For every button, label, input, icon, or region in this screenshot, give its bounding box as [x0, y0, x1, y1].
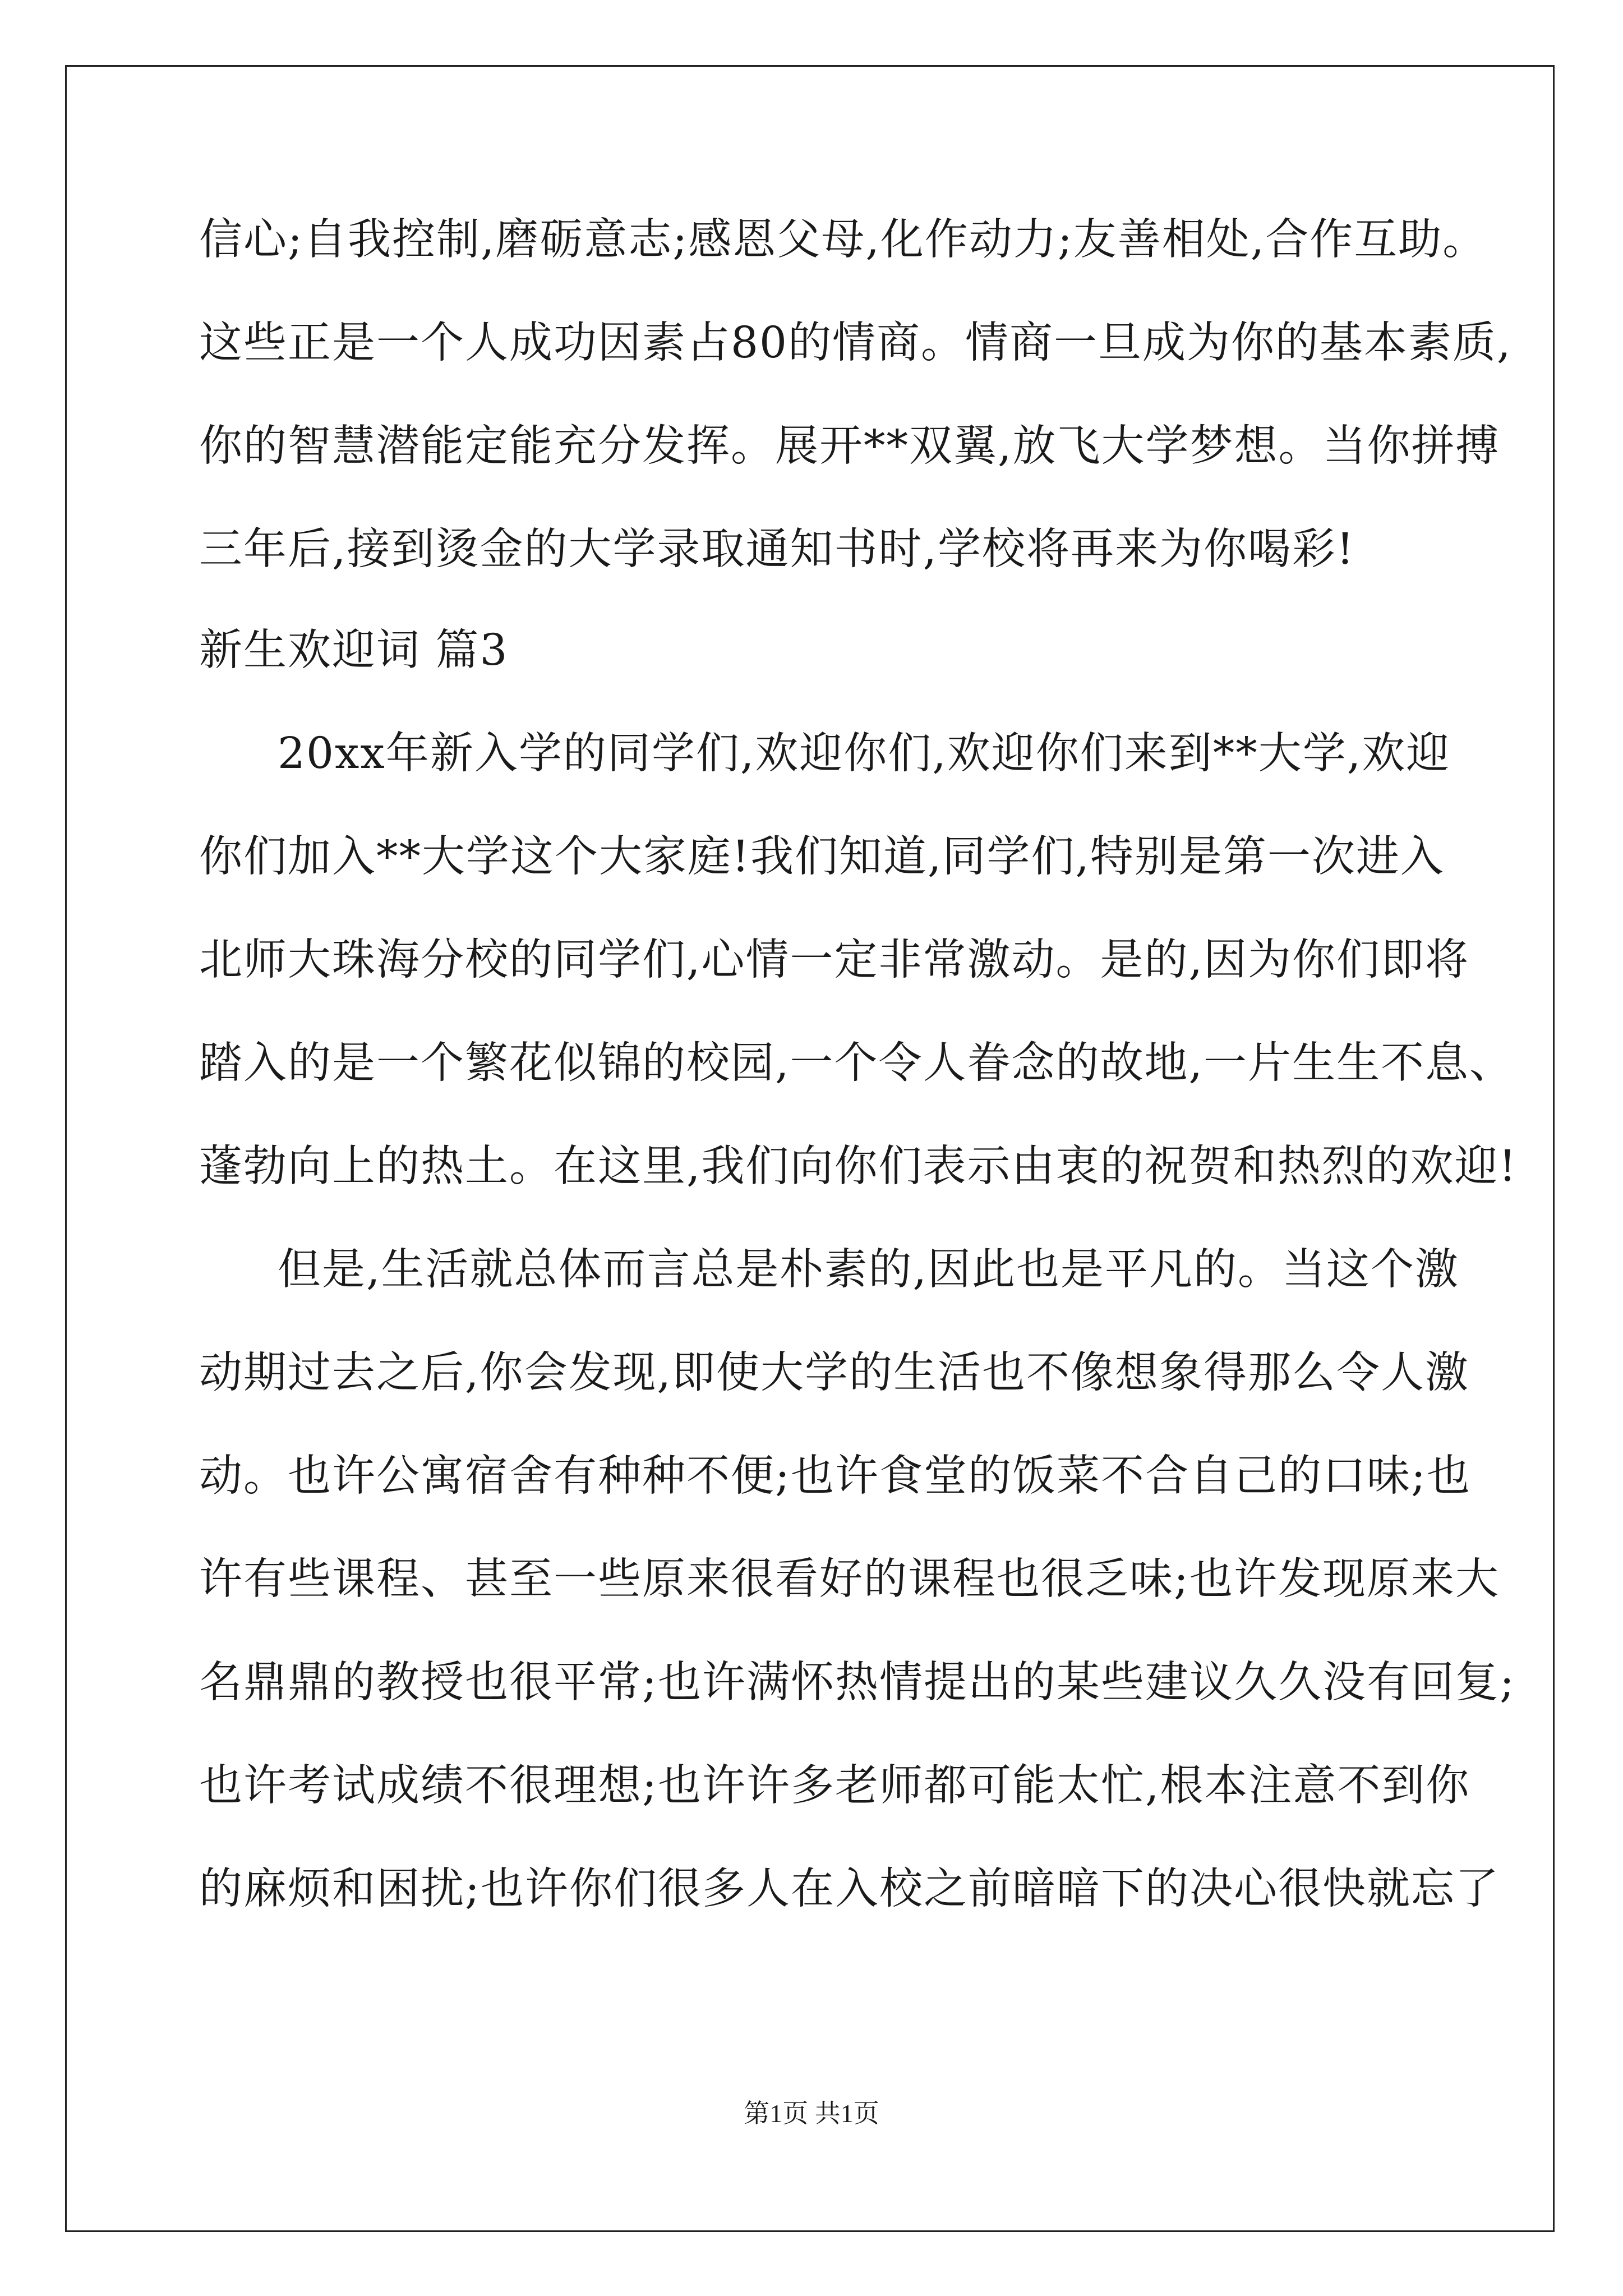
body-line: 三年后,接到烫金的大学录取通知书时,学校将再来为你喝彩!	[199, 524, 1355, 574]
body-line: 蓬勃向上的热土。在这里,我们向你们表示由衷的祝贺和热烈的欢迎!	[199, 1142, 1518, 1191]
body-line: 北师大珠海分校的同学们,心情一定非常激动。是的,因为你们即将	[199, 935, 1469, 985]
body-line: 的麻烦和困扰;也许你们很多人在入校之前暗暗下的决心很快就忘了	[199, 1864, 1500, 1914]
section-heading: 新生欢迎词 篇3	[199, 625, 509, 675]
body-line: 踏入的是一个繁花似锦的校园,一个令人眷念的故地,一片生生不息、	[199, 1038, 1514, 1088]
page-footer: 第1页 共1页	[744, 2099, 879, 2128]
body-line: 你们加入**大学这个大家庭!我们知道,同学们,特别是第一次进入	[199, 832, 1445, 882]
body-line: 这些正是一个人成功因素占80的情商。情商一旦成为你的基本素质,	[199, 318, 1512, 368]
body-line: 也许考试成绩不很理想;也许许多老师都可能太忙,根本注意不到你	[199, 1761, 1470, 1811]
paragraph-first-line: 但是,生活就总体而言总是朴素的,因此也是平凡的。当这个激	[278, 1245, 1459, 1295]
body-line: 你的智慧潜能定能充分发挥。展开**双翼,放飞大学梦想。当你拼搏	[199, 421, 1500, 471]
body-line: 动期过去之后,你会发现,即使大学的生活也不像想象得那么令人激	[199, 1348, 1469, 1398]
body-line: 动。也许公寓宿舍有种种不便;也许食堂的饭菜不合自己的口味;也	[199, 1451, 1471, 1501]
body-line: 名鼎鼎的教授也很平常;也许满怀热情提出的某些建议久久没有回复;	[199, 1658, 1515, 1708]
body-line: 许有些课程、甚至一些原来很看好的课程也很乏味;也许发现原来大	[199, 1554, 1500, 1604]
paragraph-first-line: 20xx年新入学的同学们,欢迎你们,欢迎你们来到**大学,欢迎	[278, 729, 1451, 779]
body-line: 信心;自我控制,磨砺意志;感恩父母,化作动力;友善相处,合作互助。	[199, 215, 1487, 265]
